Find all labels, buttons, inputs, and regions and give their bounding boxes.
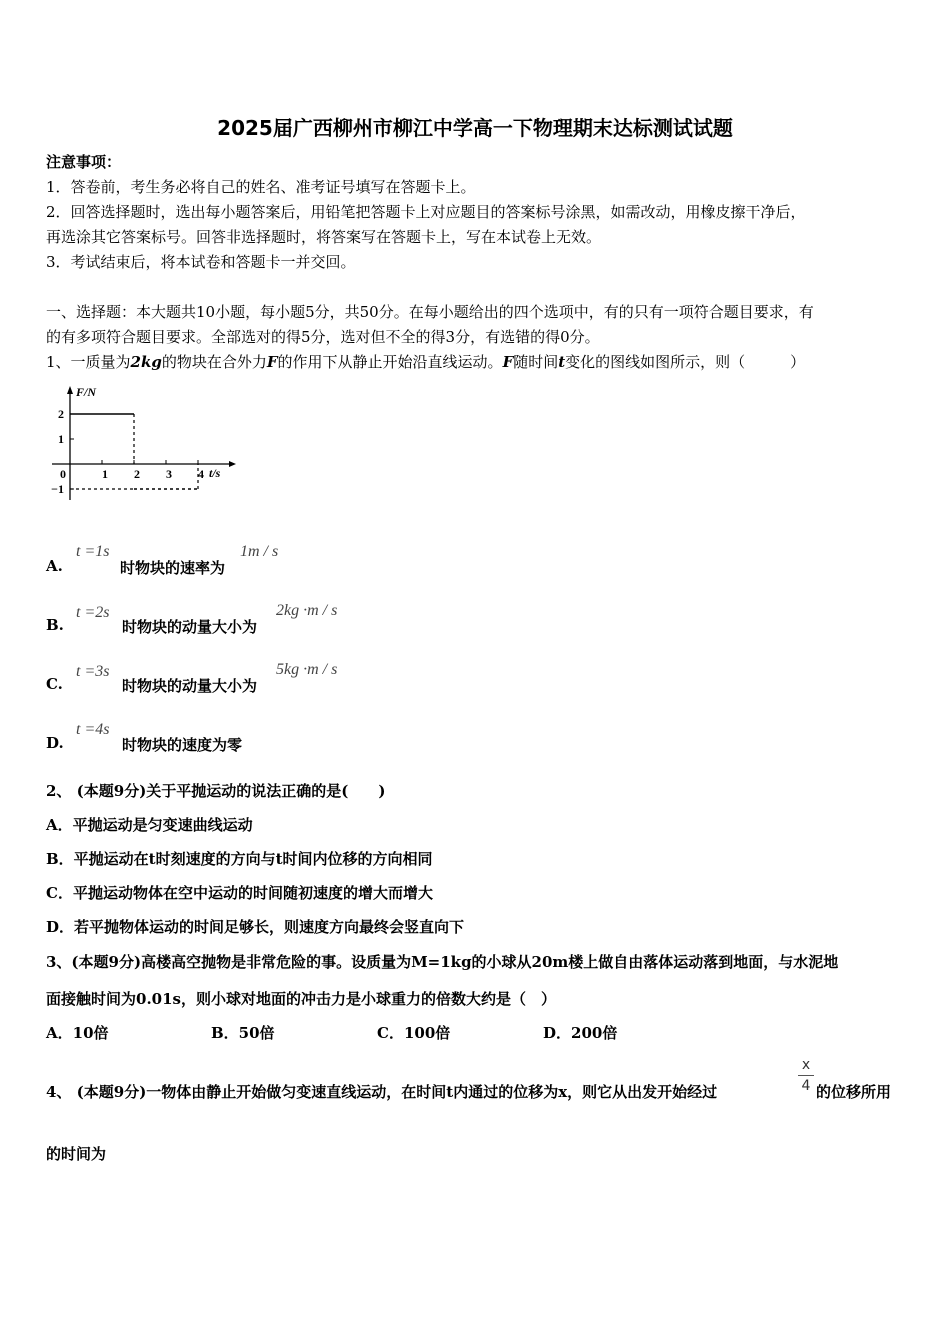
fraction-numerator: x — [801, 1057, 811, 1073]
option-c-condition: t =3s — [76, 663, 110, 680]
question-3-option: A．10倍 — [46, 1024, 109, 1042]
y-tick-label: −1 — [51, 482, 64, 496]
section-instructions: 一、选择题：本大题共10小题，每小题5分，共50分。在每小题给出的四个选项中，有的只有一项符合题目要求，有 — [46, 303, 814, 321]
section-instructions: 的有多项符合题目要求。全部选对的得5分，选对但不全的得3分，有选错的得0分。 — [46, 328, 600, 346]
x-tick-label: 4 — [198, 467, 204, 481]
question-4-stem-end: 的位移所用 — [816, 1083, 892, 1101]
question-2-option: D．若平抛物体运动的时间足够长，则速度方向最终会竖直向下 — [46, 918, 465, 936]
question-2-stem: 2、 (本题9分)关于平抛运动的说法正确的是( ) — [46, 782, 386, 800]
question-3-stem: 面接触时间为0.01s，则小球对地面的冲击力是小球重力的倍数大约是（ ） — [46, 990, 556, 1008]
option-c-value: 5kg ·m / s — [276, 661, 338, 678]
question-4-stem: 的时间为 — [46, 1145, 107, 1163]
option-c-text: 时物块的动量大小为 — [122, 677, 258, 695]
option-a-condition: t =1s — [76, 543, 110, 560]
question-3-option: C．100倍 — [377, 1024, 451, 1042]
fraction-x-over-4 — [798, 1057, 814, 1094]
option-b-condition: t =2s — [76, 604, 110, 621]
option-a-text: 时物块的速率为 — [120, 559, 226, 577]
question-3-option: D．200倍 — [543, 1024, 618, 1042]
question-1-stem: 1、一质量为2kg的物块在合外力F的作用下从静止开始沿直线运动。F随时间t变化的图线如图所示，则（ ） — [46, 353, 806, 371]
x-tick-label: 3 — [166, 467, 172, 481]
x-tick-label: 1 — [102, 467, 108, 481]
notice-item: 1．答卷前，考生务必将自己的姓名、准考证号填写在答题卡上。 — [46, 178, 476, 196]
question-3-stem: 3、(本题9分)高楼高空抛物是非常危险的事。设质量为M=1kg的小球从20m楼上做自由落体运动落到地面，与水泥地 — [46, 953, 839, 971]
y-tick-label: 2 — [58, 407, 64, 421]
option-c-label: C. — [46, 675, 63, 693]
question-2-option: B．平抛运动在t时刻速度的方向与t时间内位移的方向相同 — [46, 850, 433, 868]
question-2-option: C．平抛运动物体在空中运动的时间随初速度的增大而增大 — [46, 884, 433, 902]
x-tick-label: 0 — [60, 467, 66, 481]
option-d-label: D. — [46, 734, 64, 752]
notice-item: 3．考试结束后，将本试卷和答题卡一并交回。 — [46, 253, 356, 271]
x-axis-label: t/s — [209, 466, 221, 480]
question-4-stem: 4、 (本题9分)一物体由静止开始做匀变速直线运动，在时间t内通过的位移为x，则它从出发开始经过 — [46, 1083, 718, 1101]
option-b-text: 时物块的动量大小为 — [122, 618, 258, 636]
y-axis-label: F/N — [76, 385, 97, 399]
option-b-value: 2kg ·m / s — [276, 602, 338, 619]
option-a-value: 1m / s — [240, 543, 279, 560]
x-tick-label: 2 — [134, 467, 140, 481]
option-a-label: A. — [46, 557, 63, 575]
force-time-graph — [44, 382, 244, 507]
question-3-option: B．50倍 — [211, 1024, 275, 1042]
notice-item: 再选涂其它答案标号。回答非选择题时，将答案写在答题卡上，写在本试卷上无效。 — [46, 228, 602, 246]
y-axis-arrow — [67, 386, 73, 394]
fraction-denominator: 4 — [801, 1078, 811, 1094]
option-d-condition: t =4s — [76, 721, 110, 738]
question-2-option: A．平抛运动是匀变速曲线运动 — [46, 816, 253, 834]
notice-heading: 注意事项： — [46, 153, 122, 171]
page-title: 2025届广西柳州市柳江中学高一下物理期末达标测试试题 — [217, 116, 733, 140]
option-d-text: 时物块的速度为零 — [122, 736, 243, 754]
y-tick-label: 1 — [58, 432, 64, 446]
x-axis-arrow — [229, 461, 236, 467]
option-b-label: B. — [46, 616, 64, 634]
notice-item: 2．回答选择题时，选出每小题答案后，用铅笔把答题卡上对应题目的答案标号涂黑，如需改动，用橡皮擦干净后， — [46, 203, 806, 221]
